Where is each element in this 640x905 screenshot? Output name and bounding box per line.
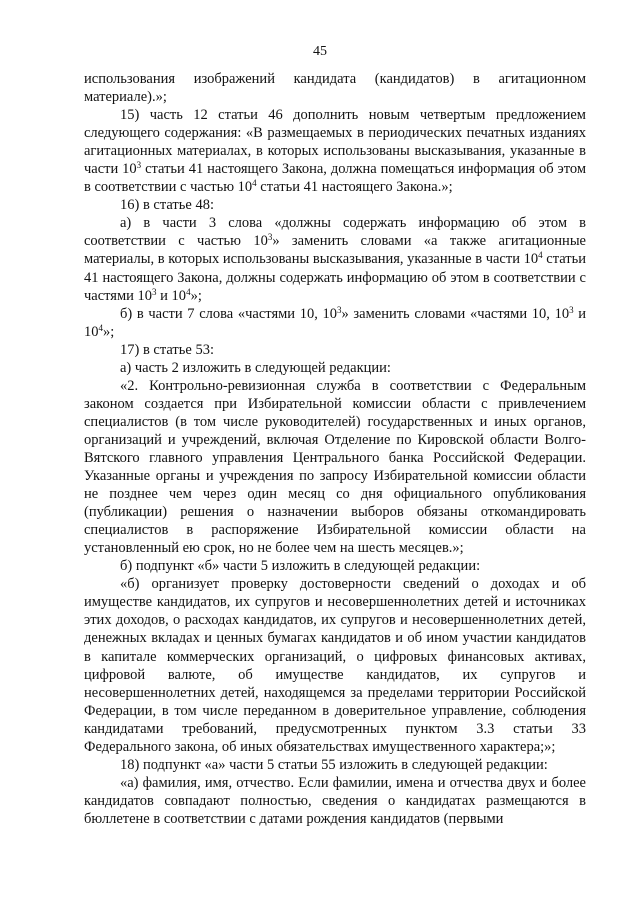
- paragraph: [84, 557, 586, 575]
- paragraph: [84, 196, 586, 214]
- text-segment: »;: [190, 287, 202, 304]
- superscript: 4: [186, 286, 191, 297]
- text-segment: «а) фамилия, имя, отчество. Если фамилии, имена и отчества двух и более кандидатов совпадают полностью, сведения о кандидатах размещаются в бюллетене в соответствии с датами рождения кандидатов (первыми: [84, 774, 586, 827]
- superscript: 4: [98, 322, 103, 333]
- superscript: 3: [267, 232, 273, 243]
- text-segment: «б) организует проверку достоверности сведений о доходах и об имуществе кандидатов, их супругов и несовершеннолетних детей и источниках этих доходов, о расходах кандидатов, их супругов и несовершеннолетних детей, денежных вкладах и ценных бумагах кандидатов и об ином участии кандидатов в капитале коммерческих организаций, о цифровых финансовых активах, цифровой валюте, об имуществе кандидатов, их супругов и несовершеннолетних детей, находящемся за пределами территории Российской Федерации, в том числе переданном в доверительное управление, соблюдения кандидатами требований, предусмотренных пунктом 3.3 статьи 33 Федерального закона, об иных обязательствах имущественного характера;»;: [84, 576, 586, 755]
- paragraph: [84, 305, 586, 341]
- paragraph: [84, 756, 586, 774]
- paragraph: [84, 359, 586, 377]
- paragraph: [84, 377, 586, 557]
- paragraph: [84, 774, 586, 828]
- text-segment: б) в части 7 слова «частями 10, 10: [120, 305, 338, 322]
- paragraph: [84, 341, 586, 359]
- text-segment: использования изображений кандидата (кандидатов) в агитационном материале).»;: [84, 71, 586, 106]
- paragraph: [84, 106, 586, 196]
- paragraph: [84, 575, 586, 755]
- superscript: 3: [136, 160, 142, 171]
- text-segment: а) в части 3 слова «должны содержать информацию об этом в соответствии с частью 10: [84, 215, 586, 250]
- superscript: 3: [152, 286, 157, 297]
- text-segment: статьи 41 настоящего Закона, должны содержать информацию об этом в соответствии с частями 10: [84, 251, 586, 304]
- text-segment: 18) подпункт «а» части 5 статьи 55 изложить в следующей редакции:: [120, 756, 548, 773]
- text-segment: 16) в статье 48:: [120, 197, 214, 214]
- text-segment: и 10: [156, 287, 187, 304]
- document-body: [84, 70, 586, 828]
- text-segment: и 10: [84, 305, 587, 340]
- paragraph: [84, 70, 586, 106]
- text-segment: статьи 41 настоящего Закона.»;: [256, 179, 453, 196]
- page-number: 45: [313, 44, 327, 59]
- superscript: 4: [538, 250, 543, 261]
- text-segment: 17) в статье 53:: [120, 341, 214, 358]
- superscript: 4: [252, 178, 257, 189]
- text-segment: 15) часть 12 статьи 46 дополнить новым четвертым предложением следующего содержания: «В размещаемых в периодических печатных изданиях агитационных материалах, в которых использованы высказывания, указанные в части 10: [84, 107, 586, 178]
- paragraph: [84, 214, 586, 304]
- text-segment: »;: [103, 323, 115, 340]
- text-segment: » заменить словами «частями 10, 10: [341, 305, 570, 322]
- text-segment: «2. Контрольно-ревизионная служба в соответствии с Федеральным законом создается при Избирательной комиссии области с привлечением специалистов (в том числе руководителей) государственных и иных органов, организаций и учреждений, включая Отделение по Кировской области Волго-Вятского главного управления Центрального банка Российской Федерации. Указанные органы и учреждения по запросу Избирательной комиссии области не позднее чем через один месяц со дня официального опубликования (публикации) решения о назначении выборов обязаны откомандировать специалистов в распоряжение Избирательной комиссии области на установленный ею срок, но не более чем на шесть месяцев.»;: [84, 377, 586, 557]
- text-segment: статьи 41 настоящего Закона, должна помещаться информация об этом в соответствии с частью 10: [84, 161, 586, 196]
- text-segment: а) часть 2 изложить в следующей редакции:: [120, 359, 391, 376]
- superscript: 3: [569, 304, 574, 315]
- superscript: 3: [337, 304, 342, 315]
- text-segment: » заменить словами «а также агитационные материалы, в которых использованы высказывания, указанные в части 10: [84, 233, 586, 268]
- text-segment: б) подпункт «б» части 5 изложить в следующей редакции:: [120, 558, 481, 575]
